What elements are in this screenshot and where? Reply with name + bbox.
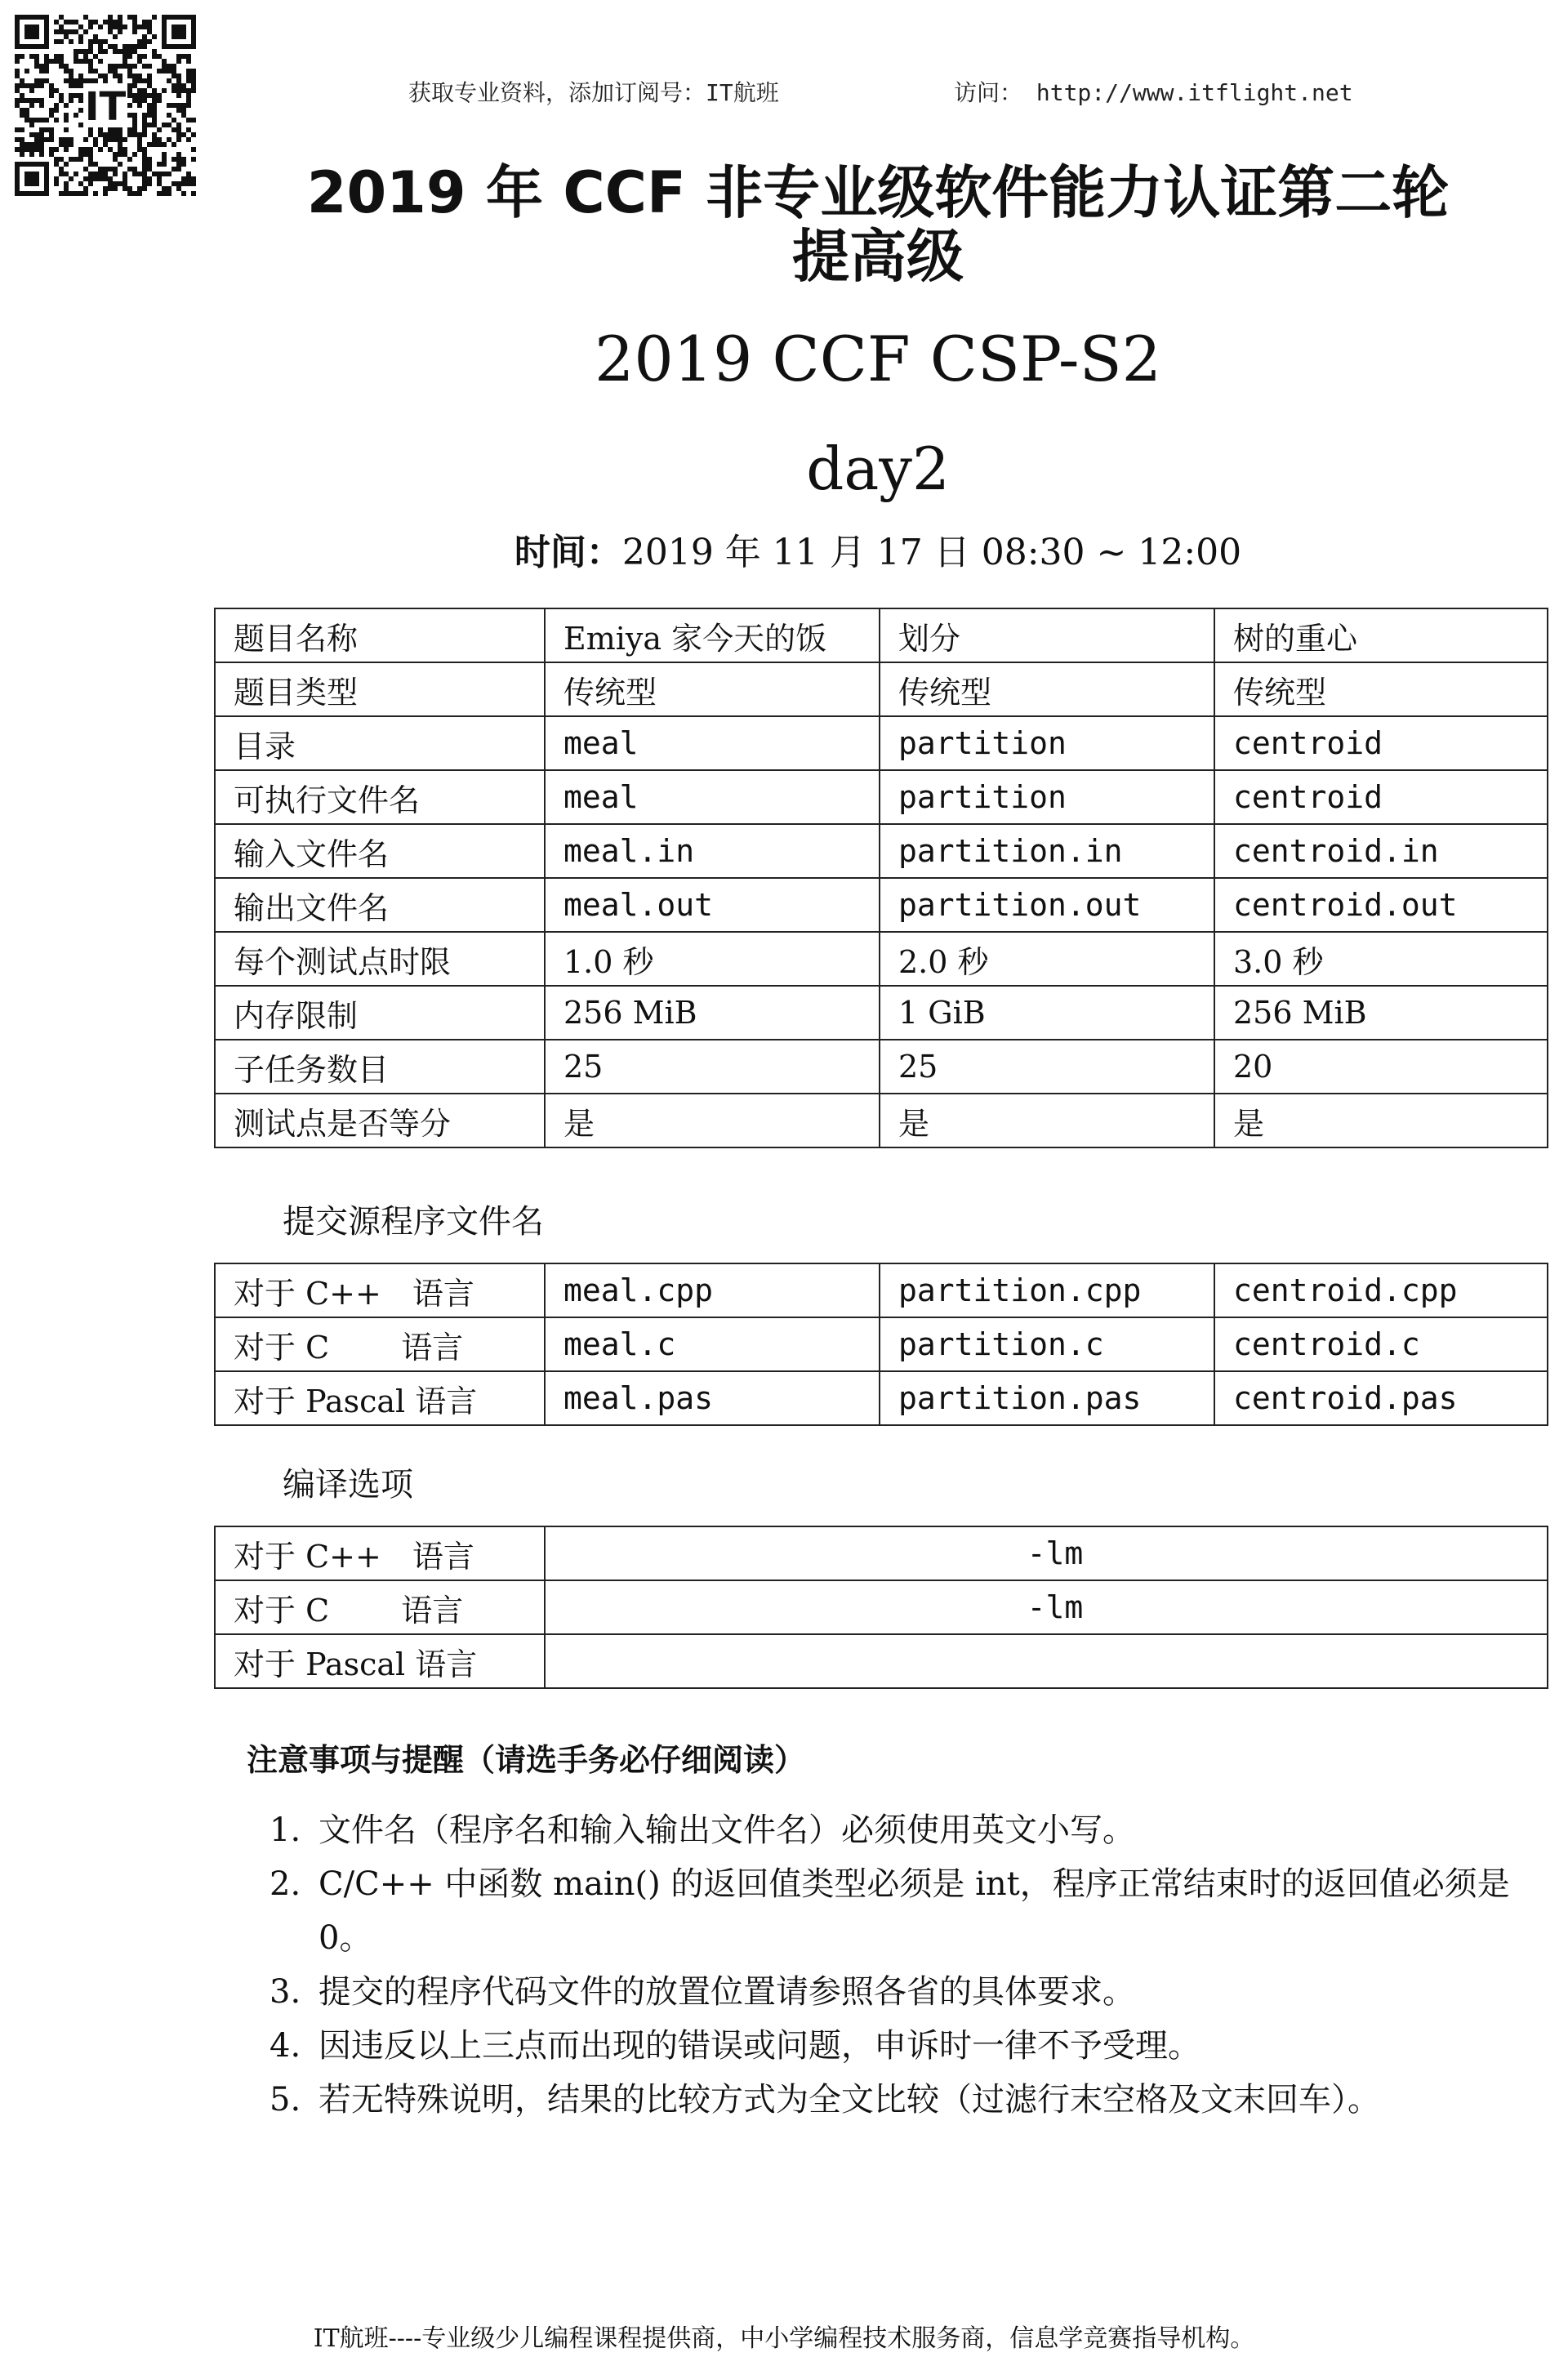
row-header: 内存限制	[215, 986, 545, 1040]
notice-text: C/C++ 中函数 main() 的返回值类型必须是 int，程序正常结束时的返回值必须是 0。	[318, 1865, 1510, 1957]
filename-cell: meal.pas	[545, 1371, 880, 1425]
header-website-link[interactable]: 访问： http://www.itflight.net	[954, 79, 1353, 106]
qr-code	[15, 15, 196, 196]
row-header: 输入文件名	[215, 824, 545, 878]
row-header: 测试点是否等分	[215, 1094, 545, 1147]
table-row	[215, 1580, 1548, 1634]
notice-number: 1.	[270, 1811, 301, 1849]
table-row	[215, 1263, 1548, 1317]
table-cell: centroid	[1214, 716, 1548, 770]
table-row	[215, 1094, 1548, 1147]
notice-item	[261, 1965, 1547, 2019]
table-cell: 是	[880, 1094, 1214, 1147]
source-files-table	[214, 1263, 1548, 1426]
language-label: 对于 C++ 语言	[215, 1526, 545, 1580]
table-cell: 是	[1214, 1094, 1548, 1147]
filename-cell: partition.c	[880, 1317, 1214, 1371]
table-cell: 25	[880, 1040, 1214, 1094]
table-row	[215, 1526, 1548, 1580]
page-footer: IT航班----专业级少儿编程课程提供商，中小学编程技术服务商，信息学竞赛指导机构。	[313, 2324, 1255, 2353]
table-cell: 256 MiB	[1214, 986, 1548, 1040]
option-cell: -lm	[545, 1526, 1548, 1580]
table-row	[215, 608, 1548, 662]
row-header: 输出文件名	[215, 878, 545, 932]
table-cell: partition.in	[880, 824, 1214, 878]
table-cell: centroid.in	[1214, 824, 1548, 878]
table-cell: 3.0 秒	[1214, 932, 1548, 986]
table-cell: Emiya 家今天的饭	[545, 608, 880, 662]
table-row	[215, 1317, 1548, 1371]
table-cell: 划分	[880, 608, 1214, 662]
row-header: 题目类型	[215, 662, 545, 716]
notice-text: 文件名（程序名和输入输出文件名）必须使用英文小写。	[318, 1811, 1135, 1849]
language-label: 对于 C++ 语言	[215, 1263, 545, 1317]
table-row	[215, 824, 1548, 878]
row-header: 目录	[215, 716, 545, 770]
notice-text: 提交的程序代码文件的放置位置请参照各省的具体要求。	[318, 1973, 1135, 2011]
filename-cell: centroid.c	[1214, 1317, 1548, 1371]
table-cell: partition.out	[880, 878, 1214, 932]
notice-number: 4.	[270, 2027, 301, 2065]
problem-info-table	[214, 608, 1548, 1148]
table-cell: 传统型	[1214, 662, 1548, 716]
table-cell: meal	[545, 716, 880, 770]
header-subscription-text: 获取专业资料，添加订阅号：IT航班	[408, 79, 779, 106]
contest-day: day2	[806, 434, 950, 503]
table-cell: centroid	[1214, 770, 1548, 824]
table-row	[215, 1371, 1548, 1425]
qr-logo-text: IT	[84, 84, 127, 130]
table-row	[215, 1040, 1548, 1094]
notice-item	[261, 2019, 1547, 2073]
notice-item	[261, 1803, 1547, 1857]
contest-time	[204, 523, 1552, 575]
table-row	[215, 662, 1548, 716]
table-row	[215, 932, 1548, 986]
table-cell: 是	[545, 1094, 880, 1147]
notice-item	[261, 2073, 1547, 2127]
row-header: 题目名称	[215, 608, 545, 662]
notice-item	[261, 1857, 1547, 1965]
row-header: 可执行文件名	[215, 770, 545, 824]
table-cell: meal	[545, 770, 880, 824]
filename-cell: centroid.cpp	[1214, 1263, 1548, 1317]
notice-text: 若无特殊说明，结果的比较方式为全文比较（过滤行末空格及文末回车）。	[318, 2081, 1380, 2119]
filename-cell: meal.cpp	[545, 1263, 880, 1317]
table-cell: 256 MiB	[545, 986, 880, 1040]
row-header: 每个测试点时限	[215, 932, 545, 986]
table-row	[215, 770, 1548, 824]
table-cell: partition	[880, 770, 1214, 824]
table-cell: 传统型	[545, 662, 880, 716]
table-cell: meal.in	[545, 824, 880, 878]
notice-text: 因违反以上三点而出现的错误或问题，申诉时一律不予受理。	[318, 2027, 1200, 2065]
table-cell: 传统型	[880, 662, 1214, 716]
table-cell: centroid.out	[1214, 878, 1548, 932]
table-cell: 树的重心	[1214, 608, 1548, 662]
table-row	[215, 986, 1548, 1040]
language-label: 对于 Pascal 语言	[215, 1371, 545, 1425]
notice-number: 3.	[270, 1973, 301, 2011]
compile-options-table	[214, 1526, 1548, 1689]
page-subtitle: 提高级	[792, 223, 964, 290]
time-label: 时间：	[514, 532, 622, 573]
notice-number: 5.	[270, 2081, 301, 2119]
filename-cell: meal.c	[545, 1317, 880, 1371]
notice-list	[261, 1803, 1547, 2127]
notice-title: 注意事项与提醒（请选手务必仔细阅读）	[247, 1742, 806, 1778]
table-cell: partition	[880, 716, 1214, 770]
compile-options-label: 编译选项	[283, 1466, 413, 1504]
page-title: 2019 年 CCF 非专业级软件能力认证第二轮	[306, 159, 1450, 226]
row-header: 子任务数目	[215, 1040, 545, 1094]
table-cell: 2.0 秒	[880, 932, 1214, 986]
notice-number: 2.	[270, 1865, 301, 1903]
table-cell: 1 GiB	[880, 986, 1214, 1040]
language-label: 对于 C 语言	[215, 1317, 545, 1371]
contest-code: 2019 CCF CSP-S2	[594, 323, 1162, 395]
source-files-label: 提交源程序文件名	[283, 1203, 544, 1241]
table-cell: 25	[545, 1040, 880, 1094]
table-cell: 1.0 秒	[545, 932, 880, 986]
table-cell: meal.out	[545, 878, 880, 932]
time-value: 2019 年 11 月 17 日 08:30 ∼ 12:00	[621, 532, 1242, 573]
language-label: 对于 C 语言	[215, 1580, 545, 1634]
table-row	[215, 878, 1548, 932]
filename-cell: partition.cpp	[880, 1263, 1214, 1317]
filename-cell: partition.pas	[880, 1371, 1214, 1425]
table-cell: 20	[1214, 1040, 1548, 1094]
language-label: 对于 Pascal 语言	[215, 1634, 545, 1688]
filename-cell: centroid.pas	[1214, 1371, 1548, 1425]
table-row	[215, 1634, 1548, 1688]
option-cell: -lm	[545, 1580, 1548, 1634]
option-cell	[545, 1634, 1548, 1688]
table-row	[215, 716, 1548, 770]
